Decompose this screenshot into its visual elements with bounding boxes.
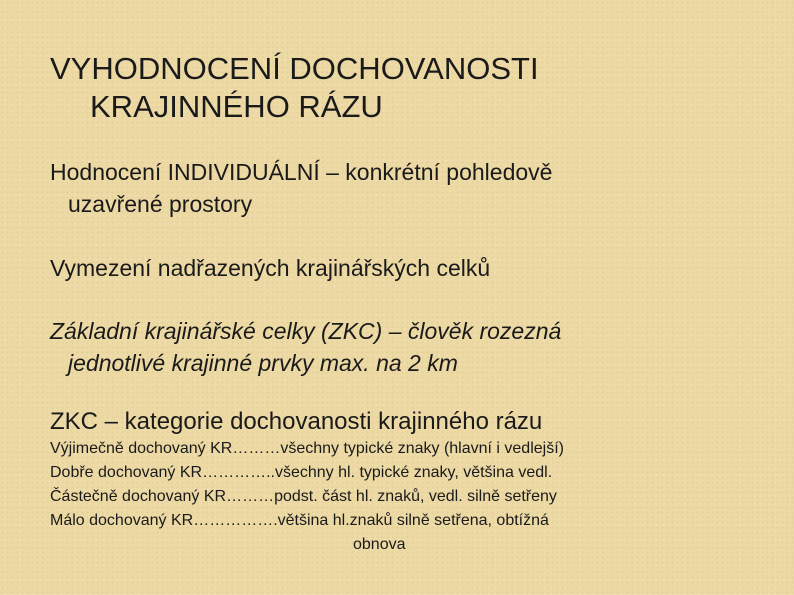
categories-heading-text: ZKC – kategorie dochovanosti krajinného rázu [50, 408, 543, 435]
paragraph-zkc [50, 315, 770, 379]
paragraph-units [50, 252, 770, 284]
category-item: Málo dochovaný KR…………….většina hl.znaků silně setřena, obtížná [50, 512, 549, 529]
category-item: Částečně dochovaný KR………podst. část hl. znaků, vedl. silně setřeny [50, 488, 557, 505]
category-item: Výjimečně dochovaný KR………všechny typické znaky (hlavní i vedlejší) [50, 440, 564, 457]
category-item-continuation: obnova [353, 536, 406, 553]
paragraph-individual-line-2: uzavřené prostory [68, 191, 253, 217]
paragraph-individual-line-1: Hodnocení INDIVIDUÁLNÍ – konkrétní pohledově [50, 159, 553, 185]
title-line-2: KRAJINNÉHO RÁZU [90, 89, 383, 124]
slide-title [50, 50, 750, 126]
paragraph-zkc-line-2: jednotlivé krajinné prvky max. na 2 km [68, 350, 458, 376]
category-item: Dobře dochovaný KR…………..všechny hl. typické znaky, většina vedl. [50, 464, 553, 481]
title-line-1: VYHODNOCENÍ DOCHOVANOSTI [50, 51, 539, 86]
categories-list [50, 437, 770, 557]
paragraph-individual [50, 156, 770, 220]
paragraph-categories-heading [50, 406, 770, 438]
paragraph-units-text: Vymezení nadřazených krajinářských celků [50, 255, 491, 281]
paragraph-zkc-line-1: Základní krajinářské celky (ZKC) – člověk rozezná [50, 318, 562, 344]
